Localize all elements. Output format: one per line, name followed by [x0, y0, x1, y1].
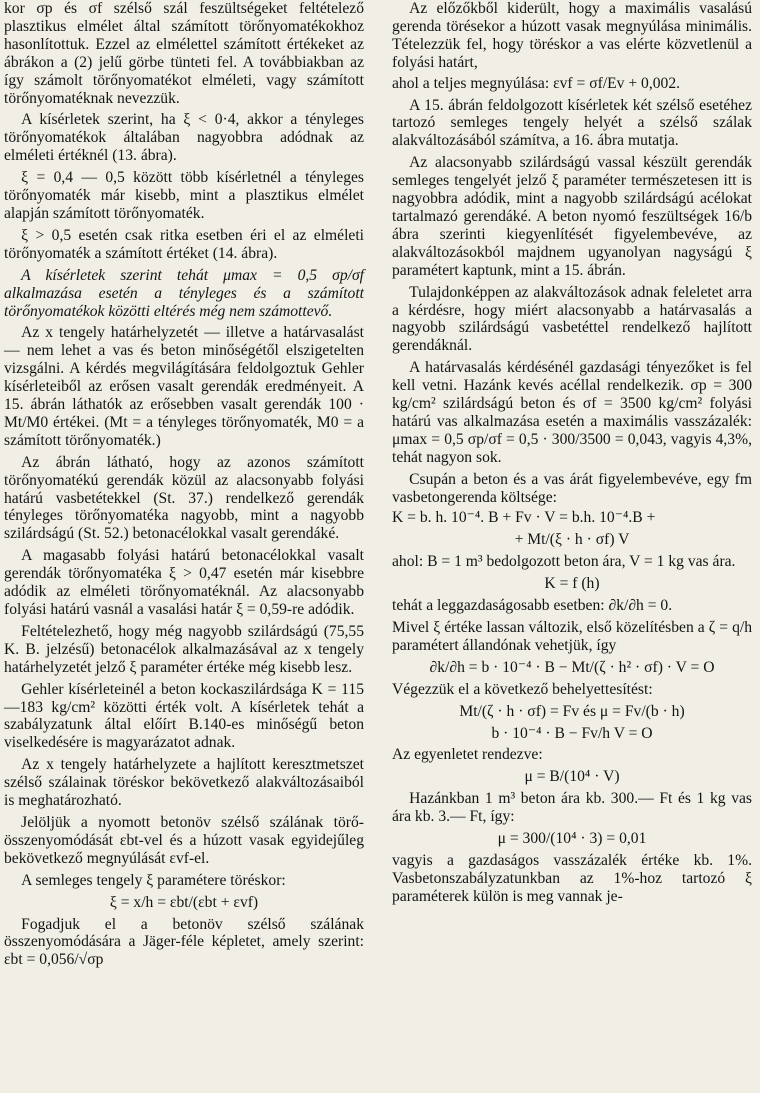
- paragraph: ξ > 0,5 esetén csak ritka esetben éri el az elméleti törőnyomaték a számított értéket (14. ábra).: [4, 226, 364, 262]
- paragraph: Tulajdonképpen az alakváltozások adnak feleletet arra a kérdésre, hogy miért alacsonyabb a határvasalás a nagyobb szilárdságú vasbetéttel rendelkező hajlított gerendáknál.: [392, 283, 752, 355]
- paragraph: A magasabb folyási határú betonacélokkal vasalt gerendák törőnyomatéka ξ > 0,47 esetén már kisebbre adódik az elméleti törőnyomatéknál. Az alacsonyabb folyási határú vasnál a vasalási határ ξ = 0,59-re adódik.: [4, 547, 364, 618]
- paragraph: ahol: B = 1 m³ bedolgozott beton ára, V = 1 kg vas ára.: [392, 553, 736, 571]
- paragraph: Az x tengely határhelyzete a hajlított keresztmetszet szélső szálainak töréskor bekövetkező alakváltozásaiból is meghatározható.: [4, 756, 364, 810]
- equation-cost-2: + Mt/(ξ · h · σf) V: [514, 531, 630, 549]
- conclusion-paragraph: A kísérletek szerint tehát μmax = 0,5 σp/σf alkalmazása esetén a tényleges és a számított törőnyomatékok közötti eltérés még nem számottevő.: [4, 266, 364, 320]
- equation-cost-function: K = f (h): [544, 575, 600, 593]
- paragraph: A 15. ábrán feldolgozott kísérletek két szélső esetéhez tartozó semleges tengely helyét a szélső szálak alakváltozásából számítva, a 16. ábra mutatja.: [392, 96, 752, 150]
- paragraph: Gehler kísérleteinél a beton kockaszilárdsága K = 115—183 kg/cm² közötti érték volt. A kísérletek tehát a szabályzatunk által előírt B.140-es minőségű beton viselkedésére is magyarázatot adnak.: [4, 680, 364, 752]
- paragraph: Az ábrán látható, hogy az azonos számított törőnyomatékú gerendák közül az alacsonyabb folyási határú vasbetétekkel (St. 37.) rendelkező gerendák tényleges törőnyomatéka nagyobb, mint a nagyobb szilárdságú (St. 52.) betonacélokkal vasalt gerendáké.: [4, 453, 364, 543]
- paragraph: tehát a leggazdaságosabb esetben: ∂k/∂h = 0.: [392, 597, 673, 615]
- equation-derivative: ∂k/∂h = b · 10⁻⁴ · B − Mt/(ζ · h² · σf) · V = O: [429, 658, 715, 676]
- paragraph: Az alacsonyabb szilárdságú vassal készült gerendák semleges tengelyét jelző ξ paraméter természetesen itt is nagyobbra adódik, mint a nagyobb szilárdságú acélokat tartalmazó gerendáké. A beton nyomó feszültségek 16/b ábra szerinti kiegyenlítését figyelembevéve, az alakváltozásokból majdnem ugyanolyan nagyságú ξ paramétert kaptunk, mint a 15. ábrán.: [392, 154, 752, 279]
- paragraph: Végezzük el a következő behelyettesítést:: [392, 680, 653, 698]
- paragraph: vagyis a gazdaságos vasszázalék értéke kb. 1%. Vasbetonszabályzatunkban az 1%-hoz tartozó ξ paraméterek külön is meg vannak je-: [392, 851, 752, 905]
- paragraph: A határvasalás kérdésénél gazdasági tényezőket is fel kell vetni. Hazánk kevés acéllal rendelkezik. σp = 300 kg/cm² szilárdságú beton és σf = 3500 kg/cm² folyási határú vas alkalmazása esetén a maximális vasszázalék: μmax = 0,5 σp/σf = 0,5 · 300/3500 = 0,043, vagyis 4,3%, tehát nagyon sok.: [392, 359, 752, 466]
- paragraph: Hazánkban 1 m³ beton ára kb. 300.— Ft és 1 kg vas ára kb. 3.— Ft, így:: [392, 790, 752, 826]
- paragraph: A semleges tengely ξ paramétere töréskor:: [21, 871, 286, 889]
- paragraph: Feltételezhető, hogy még nagyobb szilárdságú (75,55 K. B. jelzésű) betonacélok alkalmazásával az x tengely határhelyzetét jelző ξ paraméter értéke még kisebb lesz.: [4, 622, 364, 676]
- right-column: [392, 0, 752, 906]
- equation-substitution: Mt/(ζ · h · σf) = Fv és μ = Fv/(b · h): [459, 702, 685, 720]
- paragraph: Az előzőkből kiderült, hogy a maximális vasalású gerenda törésekor a húzott vasak megnyúlása minimális. Tételezzük fel, hogy töréskor a vas elérte közvetlenül a folyási határt,: [392, 0, 752, 71]
- equation-cost-1: K = b. h. 10⁻⁴. B + Fv · V = b.h. 10⁻⁴.B +: [392, 509, 656, 527]
- paragraph: kor σp és σf szélső szál feszültségeket feltételező plasztikus elmélet által számított törőnyomatékokhoz hasonlítottuk. Ezzel az elmélettel számított értékeket az ábrákon a (2) jelű görbe tünteti fel. A továbbiakban az így számolt törőnyomatékot elméleti, vagy számított törőnyomatéknak nevezzük.: [4, 0, 364, 107]
- paragraph: Fogadjuk el a betonöv szélső szálának összenyomódására a Jäger-féle képletet, amely szerint: εbt = 0,056/√σp: [4, 915, 364, 969]
- paragraph: Jelöljük a nyomott betonöv szélső szálának törő-összenyomódását εbt-vel és a húzott vasak egyidejűleg bekövetkező megnyúlását εvf-el.: [4, 813, 364, 867]
- left-column: [4, 0, 364, 969]
- paragraph: ξ = 0,4 — 0,5 között több kísérletnél a tényleges törőnyomaték már kisebb, mint a plasztikus elmélet alapján számított törőnyomaték.: [4, 169, 364, 222]
- paragraph: Mivel ξ értéke lassan változik, első közelítésben a ζ = q/h paramétert állandónak vehetjük, így: [392, 619, 752, 654]
- paragraph: Csupán a beton és a vas árát figyelembevéve, egy fm vasbetongerenda költsége:: [392, 470, 752, 506]
- paragraph: Az egyenletet rendezve:: [392, 746, 543, 764]
- equation-elongation: ahol a teljes megnyúlása: εvf = σf/Ev + 0,002.: [392, 74, 681, 92]
- equation-xi: ξ = x/h = εbt/(εbt + εvf): [109, 893, 259, 911]
- paragraph: Az x tengely határhelyzetét — illetve a határvasalást — nem lehet a vas és beton minőségétől elszigetelten vizsgálni. A kérdés megvilágítására feldolgoztuk Gehler kísérleteiből az erősen vasalt gerendák eredményeit. A 15. ábrán láthatók az erősebben vasalt gerendák 100 · Mt/M0 értékei. (Mt = a tényleges törőnyomaték, M0 = a számított törőnyomaték.): [4, 324, 364, 449]
- equation-substituted: b · 10⁻⁴ · B − Fv/h V = O: [491, 724, 653, 742]
- paragraph: A kísérletek szerint, ha ξ < 0·4, akkor a tényleges törőnyomatékok általában nagyobbra adódnak az elméleti értéknél (13. ábra).: [4, 111, 364, 165]
- equation-mu-value: μ = 300/(10⁴ · 3) = 0,01: [497, 830, 647, 848]
- equation-mu: μ = B/(10⁴ · V): [524, 768, 620, 786]
